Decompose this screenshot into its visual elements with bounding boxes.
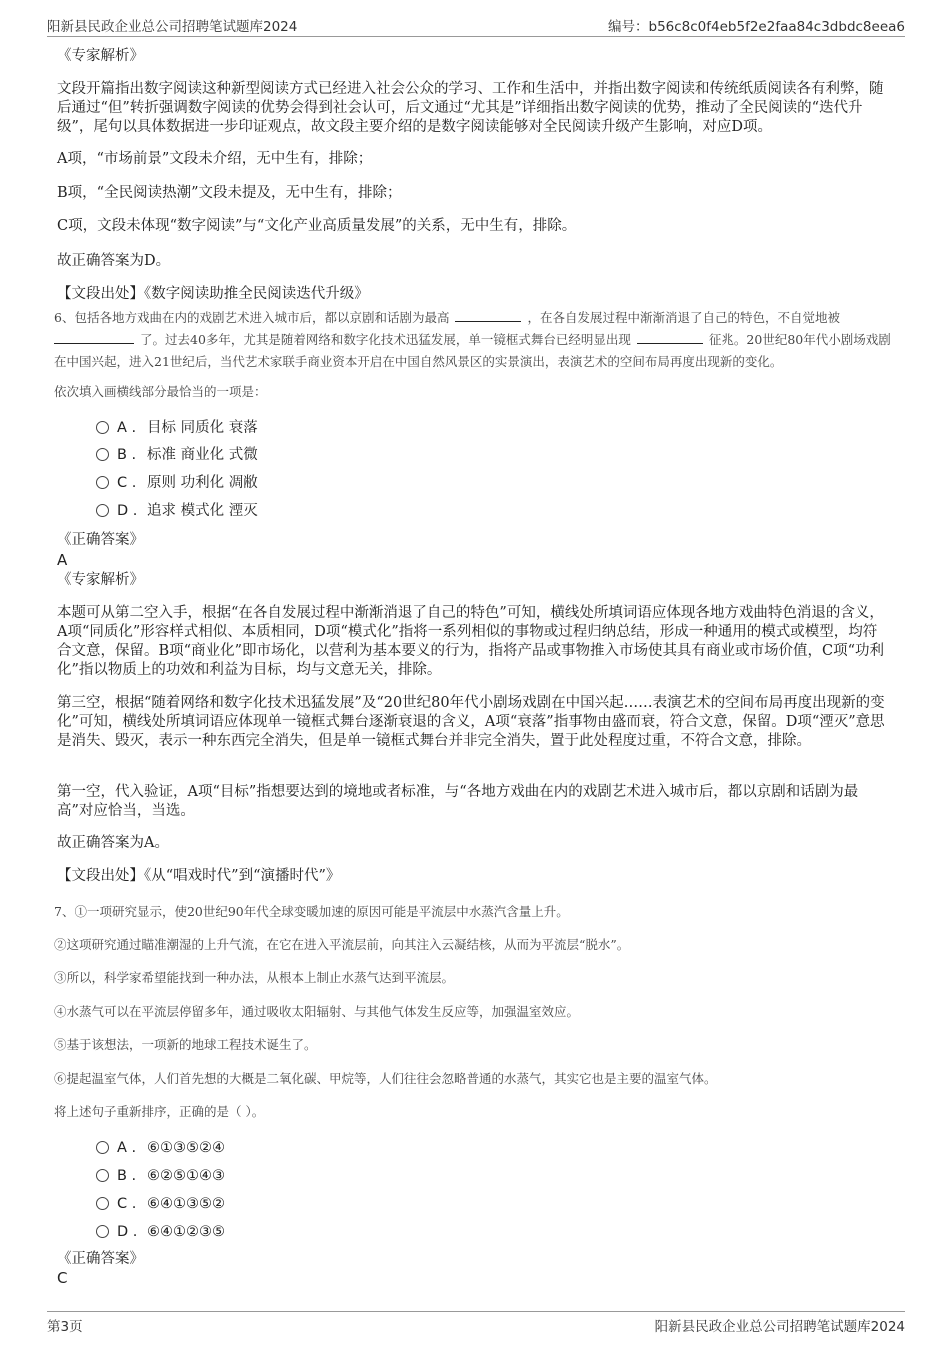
q6-stem-part3: 了。过去40多年，尤其是随着网络和数字化技术迅猛发展，单一镜框式舞台已经明显出现 <box>140 332 631 347</box>
radio-icon[interactable] <box>96 1225 109 1238</box>
radio-icon[interactable] <box>96 504 109 517</box>
q6-answer-label: 《正确答案》 <box>57 532 144 548</box>
q7-answer: C <box>57 1269 68 1287</box>
header-doc-id: 编号：b56c8c0f4eb5f2e2faa84c3dbdc8eea6 <box>608 19 905 35</box>
blank-2 <box>54 331 134 344</box>
q5-analysis: 文段开篇指出数字阅读这种新型阅读方式已经进入社会公众的学习、工作和生活中，并指出数字阅读和传统纸质阅读各有利弊，随后通过“但”转折强调数字阅读的优势会得到社会认可，后文通过“尤其是”详细指出数字阅读的优势，推动了全民阅读的“迭代升级”，尾句以具体数据进一步印证观点，故文段主要介绍的是数字阅读能够对全民阅读升级产生影响，对应D项。 <box>57 81 884 135</box>
q6-stem-part2: ，在各自发展过程中渐渐消退了自己的特色，不自觉地被 <box>527 310 840 325</box>
q7-prompt: 将上述句子重新排序，正确的是（ ）。 <box>54 1104 265 1119</box>
page-footer <box>47 1311 905 1340</box>
q6-source: 【文段出处】《从“唱戏时代”到“演播时代”》 <box>57 868 341 884</box>
blank-1 <box>455 309 521 322</box>
blank-3 <box>637 331 703 344</box>
q7-sentence-4: ④水蒸气可以在平流层停留多年，通过吸收太阳辐射、与其他气体发生反应等，加强温室效应。 <box>54 1004 580 1019</box>
q6-option-c[interactable]: C . 原则 功利化 凋敝 <box>96 473 258 493</box>
q7-option-b[interactable]: B . ⑥②⑤①④③ <box>96 1166 225 1186</box>
q6-option-b[interactable]: B . 标准 商业化 式微 <box>96 445 258 465</box>
q7-sentence-6: ⑥提起温室气体，人们首先想的大概是二氧化碳、甲烷等，人们往往会忽略普通的水蒸气，其实它也是主要的温室气体。 <box>54 1071 717 1086</box>
q6-option-a[interactable]: A . 目标 同质化 衰落 <box>96 418 258 438</box>
radio-icon[interactable] <box>96 448 109 461</box>
q6-stem <box>54 307 894 373</box>
q7-option-d[interactable]: D . ⑥④①②③⑤ <box>96 1222 225 1242</box>
footer-title: 阳新县民政企业总公司招聘笔试题库2024 <box>654 1319 905 1335</box>
radio-icon[interactable] <box>96 421 109 434</box>
q5-option-c-note: C项，文段未体现“数字阅读”与“文化产业高质量发展”的关系，无中生有，排除。 <box>57 218 577 234</box>
q6-option-d[interactable]: D . 追求 模式化 湮灭 <box>96 501 258 521</box>
q6-stem-part4: 征兆。20世纪80年代小剧场戏剧在中国兴起，进入21世纪后，当代艺术家联手商业资本开启在中国自然风景区的实景演出，表演艺术的空间布局再度出现新的变化。 <box>54 332 891 369</box>
q6-analysis-2: 第三空，根据“随着网络和数字化技术迅猛发展”及“20世纪80年代小剧场戏剧在中国兴起……表演艺术的空间布局再度出现新的变化”可知，横线处所填词语应体现单一镜框式舞台逐渐衰退的含义，A项“衰落”指事物由盛而衰，符合文意，保留。D项“湮灭”意思是消失、毁灭，表示一种东西完全消失，但是单一镜框式舞台并非完全消失，置于此处程度过重，不符合文意，排除。 <box>57 695 885 749</box>
q6-stem-part1: 6、包括各地方戏曲在内的戏剧艺术进入城市后，都以京剧和话剧为最高 <box>54 310 450 325</box>
radio-icon[interactable] <box>96 1141 109 1154</box>
radio-icon[interactable] <box>96 1197 109 1210</box>
q7-sentence-2: ②这项研究通过瞄准潮湿的上升气流，在它在进入平流层前，向其注入云凝结核，从而为平流层“脱水”。 <box>54 937 630 952</box>
q7-option-c[interactable]: C . ⑥④①③⑤② <box>96 1194 225 1214</box>
q5-expert-label: 《专家解析》 <box>57 48 144 64</box>
q5-option-a-note: A项，“市场前景”文段未介绍，无中生有，排除； <box>57 151 373 167</box>
q7-answer-label: 《正确答案》 <box>57 1251 144 1267</box>
q7-option-a[interactable]: A . ⑥①③⑤②④ <box>96 1138 225 1158</box>
q6-answer: A <box>57 551 68 569</box>
radio-icon[interactable] <box>96 1169 109 1182</box>
q5-option-b-note: B项，“全民阅读热潮”文段未提及，无中生有，排除； <box>57 185 402 201</box>
q6-analysis-3: 第一空，代入验证，A项“目标”指想要达到的境地或者标准，与“各地方戏曲在内的戏剧艺术进入城市后，都以京剧和话剧为最高”对应恰当，当选。 <box>57 784 859 819</box>
q5-source: 【文段出处】《数字阅读助推全民阅读迭代升级》 <box>57 286 369 302</box>
q7-sentence-5: ⑤基于该想法，一项新的地球工程技术诞生了。 <box>54 1037 317 1052</box>
q7-sentence-1: 7、①一项研究显示，使20世纪90年代全球变暖加速的原因可能是平流层中水蒸汽含量上升。 <box>54 904 569 919</box>
page-number: 第3页 <box>47 1319 83 1335</box>
header-title: 阳新县民政企业总公司招聘笔试题库2024 <box>47 19 298 35</box>
q6-conclusion: 故正确答案为A。 <box>57 835 169 851</box>
q7-sentence-3: ③所以，科学家希望能找到一种办法，从根本上制止水蒸气达到平流层。 <box>54 970 455 985</box>
q6-expert-label: 《专家解析》 <box>57 572 144 588</box>
q5-conclusion: 故正确答案为D。 <box>57 253 171 269</box>
page-header <box>47 10 905 37</box>
radio-icon[interactable] <box>96 476 109 489</box>
q6-analysis-1: 本题可从第二空入手，根据“在各自发展过程中渐渐消退了自己的特色”可知，横线处所填词语应体现各地方戏曲特色消退的含义，A项“同质化”形容样式相似、本质相同，D项“模式化”指将一系列相似的事物或过程归纳总结，形成一种通用的模式或模型，均符合文意，保留。B项“商业化”即市场化，以营利为基本要义的行为，指将产品或事物推入市场使其具有商业或市场价值，C项“功利化”指以物质上的功效和利益为目标，均与文意无关，排除。 <box>57 605 884 678</box>
q6-prompt: 依次填入画横线部分最恰当的一项是： <box>54 384 267 399</box>
